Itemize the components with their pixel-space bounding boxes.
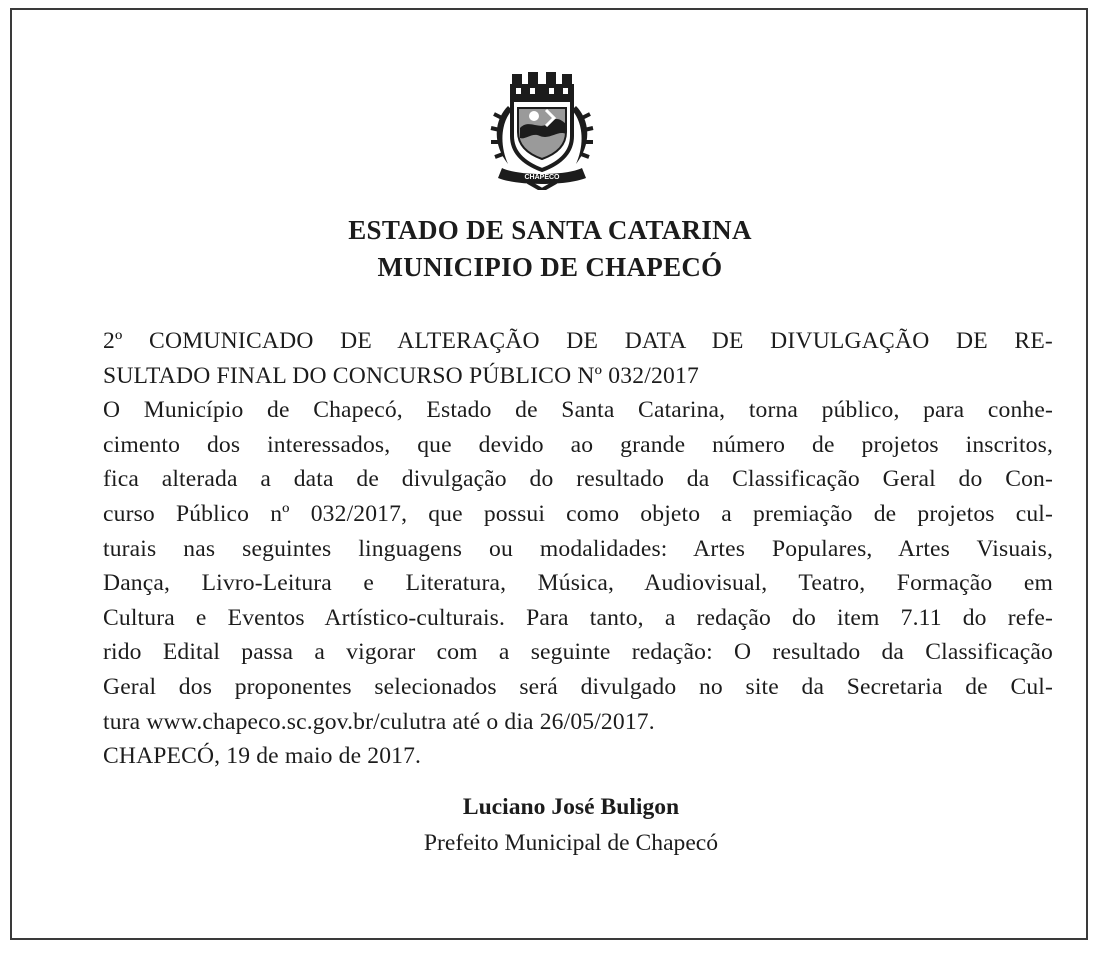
signatory-role: Prefeito Municipal de Chapecó xyxy=(423,830,719,856)
notice-body-line: tura www.chapeco.sc.gov.br/culutra até o dia 26/05/2017. xyxy=(103,708,655,735)
municipality-heading: MUNICIPIO DE CHAPECÓ xyxy=(377,252,723,282)
signatory-name: Luciano José Buligon xyxy=(462,794,680,820)
notice-body-line: cimento dos interessados, que devido ao grande número de projetos inscritos, xyxy=(103,431,1053,458)
document-header xyxy=(0,212,1100,286)
notice-body-line: turais nas seguintes linguagens ou modalidades: Artes Populares, Artes Visuais, xyxy=(103,535,1053,562)
municipal-crest-icon xyxy=(488,70,596,190)
notice-title-line: SULTADO FINAL DO CONCURSO PÚBLICO Nº 032/2017 xyxy=(103,362,700,389)
crest-ribbon-text: CHAPECÓ xyxy=(524,174,560,181)
notice-title-line: 2º COMUNICADO DE ALTERAÇÃO DE DATA DE DIVULGAÇÃO DE RE- xyxy=(103,328,1053,354)
place-date: CHAPECÓ, 19 de maio de 2017. xyxy=(103,743,422,770)
notice-body-line: Dança, Livro-Leitura e Literatura, Música, Audiovisual, Teatro, Formação em xyxy=(103,570,1053,597)
notice-body-line: rido Edital passa a vigorar com a seguinte redação: O resultado da Classificação xyxy=(103,639,1053,666)
notice-body-line: Geral dos proponentes selecionados será divulgado no site da Secretaria de Cul- xyxy=(103,673,1053,700)
state-heading: ESTADO DE SANTA CATARINA xyxy=(348,215,752,245)
notice-body-line: O Município de Chapecó, Estado de Santa Catarina, torna público, para conhe- xyxy=(103,397,1053,424)
notice-body-line: curso Público nº 032/2017, que possui como objeto a premiação de projetos cul- xyxy=(103,500,1053,527)
notice-body-line: fica alterada a data de divulgação do resultado da Classificação Geral do Con- xyxy=(103,466,1053,493)
notice-body-line: Cultura e Eventos Artístico-culturais. Para tanto, a redação do item 7.11 do refe- xyxy=(103,604,1053,631)
notice-body xyxy=(103,324,1053,774)
